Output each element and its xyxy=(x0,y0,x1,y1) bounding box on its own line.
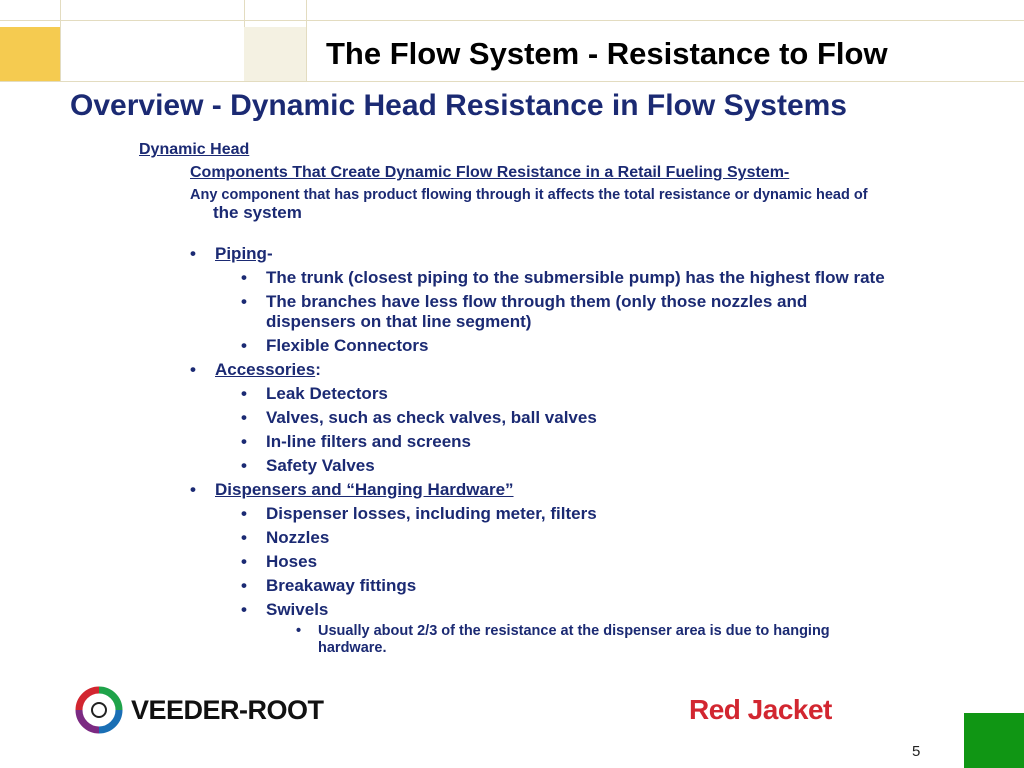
list-item-text: Flexible Connectors xyxy=(266,336,429,355)
bullet-glyph: • xyxy=(190,244,196,263)
bullet-glyph: • xyxy=(241,432,247,451)
list-item-text: The trunk (closest piping to the submersible pump) has the highest flow rate xyxy=(266,268,885,287)
bullet-glyph: • xyxy=(241,268,247,287)
bullet-glyph: • xyxy=(190,480,196,499)
header-line-top xyxy=(0,20,1024,21)
header-line-bottom xyxy=(0,81,1024,82)
list-item xyxy=(241,269,885,287)
bullet-glyph: • xyxy=(296,623,302,639)
list-item xyxy=(241,553,317,571)
dispensers-label: Dispensers and “Hanging Hardware” xyxy=(215,480,514,499)
header-cream-block xyxy=(244,27,306,81)
piping-label: Piping xyxy=(215,244,267,263)
list-item xyxy=(241,293,807,311)
footer-green-block xyxy=(964,713,1024,768)
list-item-piping xyxy=(190,245,273,263)
list-item-dispensers xyxy=(190,481,514,499)
any-component-text xyxy=(190,187,1000,221)
list-item-text: Breakaway fittings xyxy=(266,576,417,595)
list-item-text: Dispenser losses, including meter, filters xyxy=(266,504,597,523)
header-yellow-block xyxy=(0,27,60,81)
list-item xyxy=(241,577,416,595)
bullet-glyph: • xyxy=(241,456,247,475)
bullet-glyph: • xyxy=(241,528,247,547)
list-item-text: The branches have less flow through them (only those nozzles and xyxy=(266,292,808,311)
list-item-text: Hoses xyxy=(266,552,318,571)
list-item xyxy=(241,529,329,547)
list-item-text: Usually about 2/3 of the resistance at the dispenser area is due to hanging xyxy=(318,623,830,639)
slide-subtitle: Overview - Dynamic Head Resistance in Flow Systems xyxy=(70,89,847,122)
list-item xyxy=(241,385,388,403)
accessories-suffix: : xyxy=(315,360,321,379)
list-item xyxy=(241,505,597,523)
veeder-root-wordmark: VEEDER-ROOT xyxy=(131,694,324,725)
piping-suffix: - xyxy=(266,244,273,263)
veeder-root-emblem-icon xyxy=(75,686,123,734)
veeder-root-logo xyxy=(75,686,324,734)
bullet-glyph: • xyxy=(241,336,247,355)
list-item-text: Nozzles xyxy=(266,528,330,547)
slide-title: The Flow System - Resistance to Flow xyxy=(326,36,888,71)
bullet-glyph: • xyxy=(241,576,247,595)
red-jacket-logo: Red Jacket xyxy=(689,694,832,725)
list-item-text: Valves, such as check valves, ball valves xyxy=(266,408,597,427)
bullet-glyph: • xyxy=(241,292,247,311)
any-component-line: the system xyxy=(213,203,302,222)
list-item xyxy=(241,409,597,427)
list-item xyxy=(241,337,428,355)
page-number: 5 xyxy=(912,743,921,760)
list-item-text: Swivels xyxy=(266,600,329,619)
dynamic-head-heading: Dynamic Head xyxy=(139,141,250,158)
list-item-text: Leak Detectors xyxy=(266,384,388,403)
bullet-glyph: • xyxy=(241,384,247,403)
list-item xyxy=(241,457,375,475)
header-divider xyxy=(60,0,61,82)
bullet-glyph: • xyxy=(190,360,196,379)
any-component-line: Any component that has product flowing through it affects the total resistance or dynamic head of xyxy=(190,187,868,203)
list-item-text: In-line filters and screens xyxy=(266,432,472,451)
bullet-glyph: • xyxy=(241,552,247,571)
list-item-accessories xyxy=(190,361,321,379)
bullet-glyph: • xyxy=(241,504,247,523)
components-heading: Components That Create Dynamic Flow Resistance in a Retail Fueling System- xyxy=(190,164,790,181)
list-item xyxy=(241,433,471,451)
list-item-text: Safety Valves xyxy=(266,456,375,475)
list-item-continuation xyxy=(266,313,531,331)
list-item xyxy=(241,601,328,619)
list-item-note xyxy=(296,623,830,657)
accessories-label: Accessories xyxy=(215,360,316,379)
list-item-text: hardware. xyxy=(318,640,387,656)
bullet-glyph: • xyxy=(241,408,247,427)
list-item-text: dispensers on that line segment) xyxy=(266,312,532,331)
bullet-glyph: • xyxy=(241,600,247,619)
header-divider xyxy=(306,0,307,82)
